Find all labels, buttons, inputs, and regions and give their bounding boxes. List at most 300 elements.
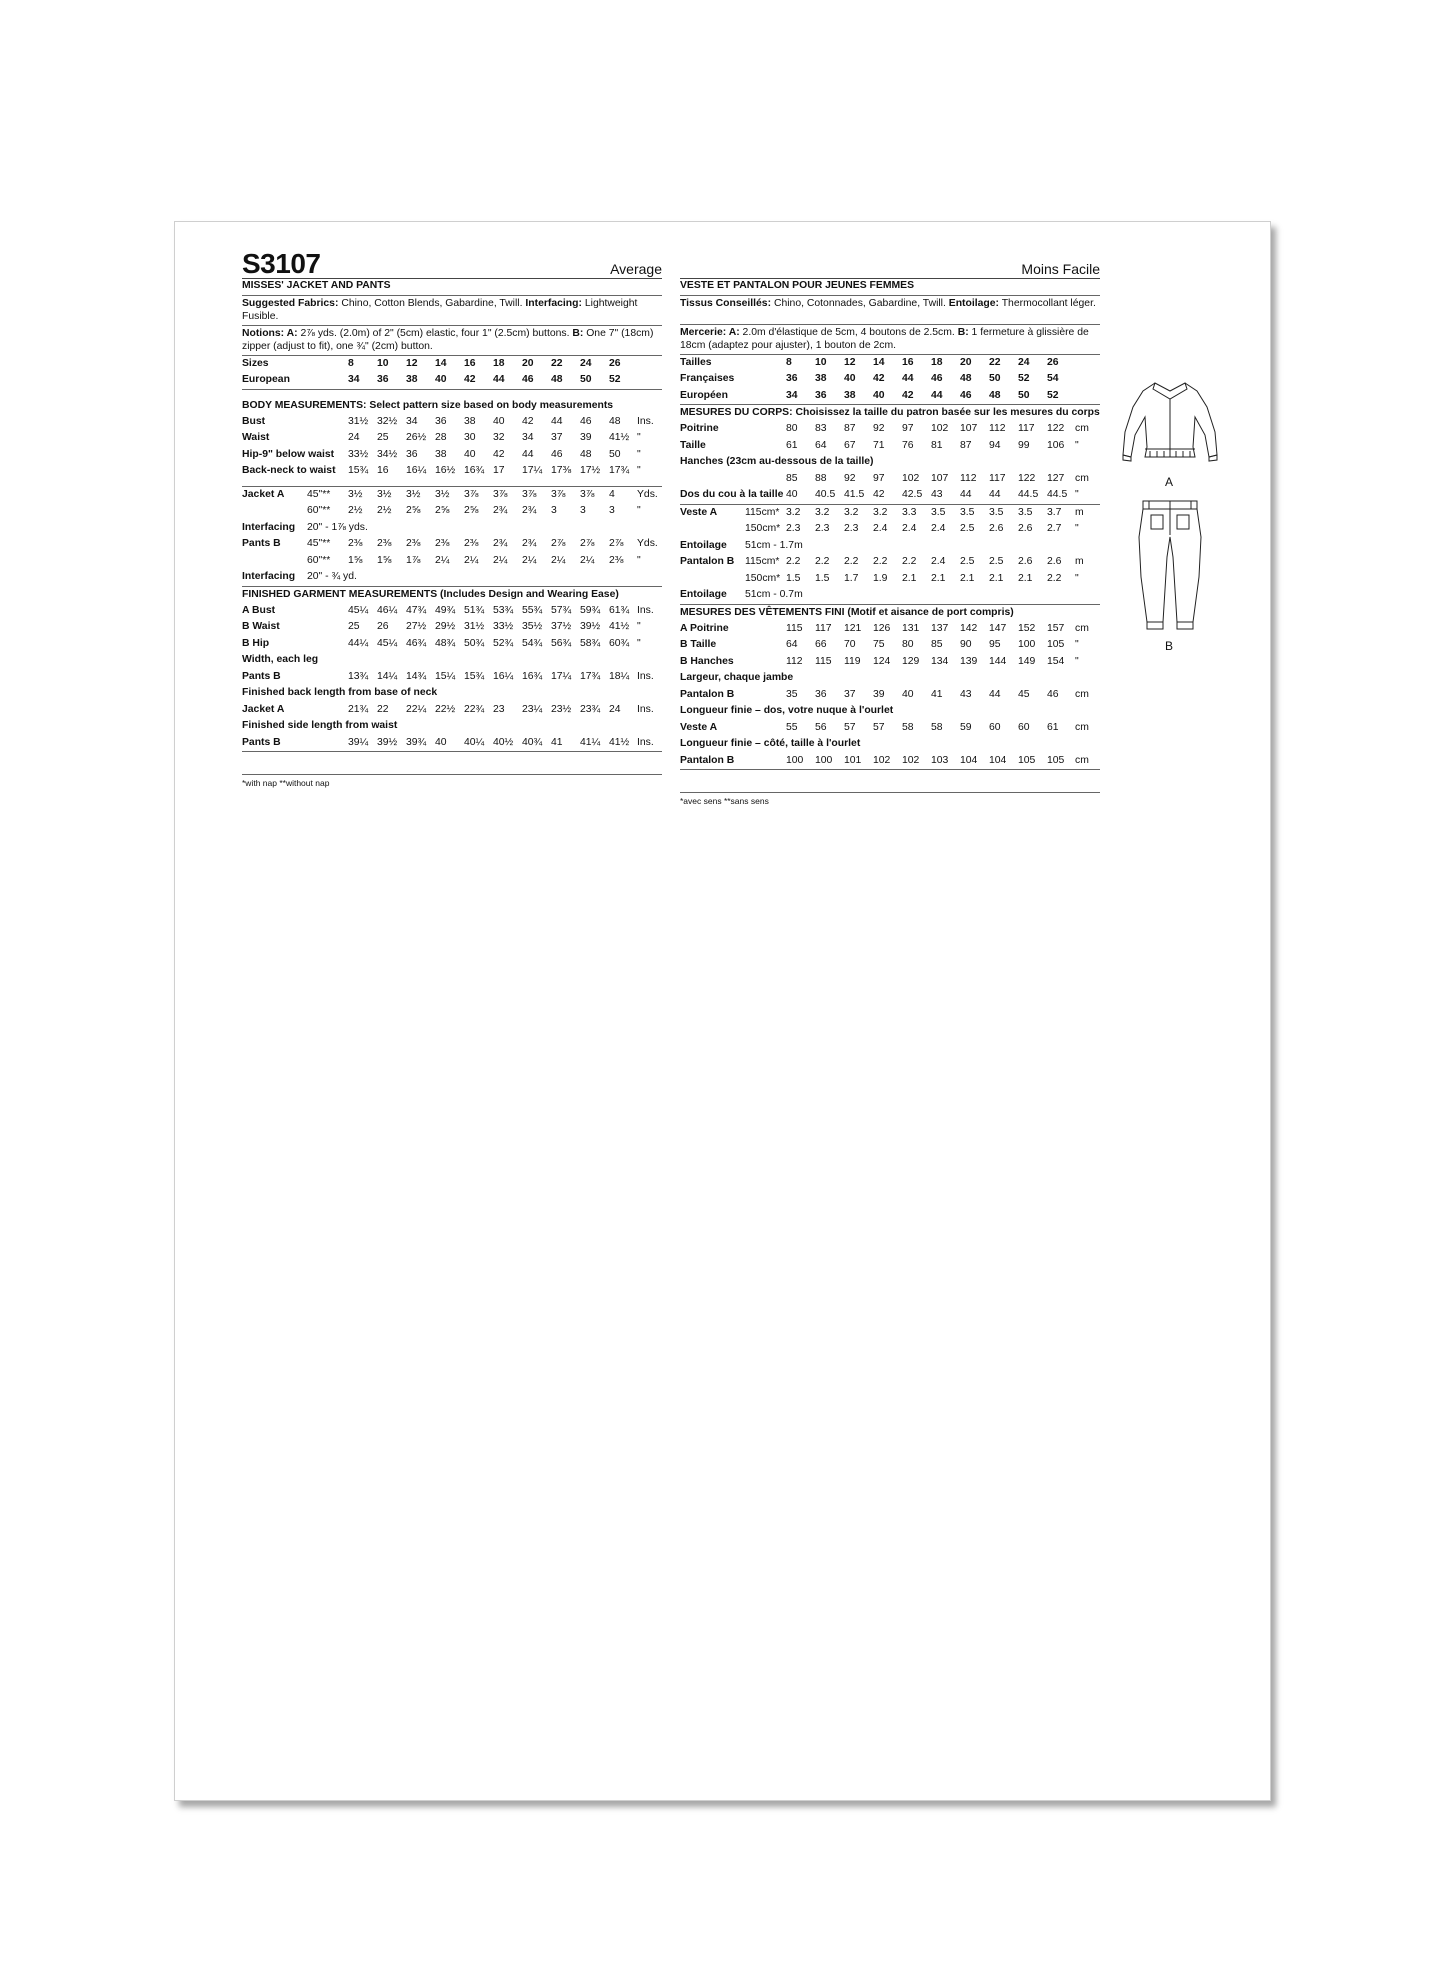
table-cell: 12 bbox=[844, 356, 856, 368]
table-row bbox=[680, 505, 1100, 522]
table-cell: 23¾ bbox=[580, 703, 601, 715]
table-cell: 64 bbox=[815, 439, 827, 451]
table-row bbox=[242, 669, 662, 686]
table-cell: 3.5 bbox=[989, 506, 1004, 518]
table-cell: 55 bbox=[786, 721, 798, 733]
table-cell: 2.2 bbox=[844, 556, 859, 567]
table-cell: 22½ bbox=[435, 703, 456, 715]
english-column bbox=[242, 248, 662, 790]
table-cell: 107 bbox=[960, 423, 978, 434]
table-cell: 42 bbox=[902, 389, 914, 401]
row-label: Jacket A bbox=[242, 703, 285, 715]
row-sublabel: 20" - ¾ yd. bbox=[307, 571, 357, 582]
table-row bbox=[680, 438, 1100, 455]
table-cell: 40 bbox=[844, 373, 856, 384]
unit-label: m bbox=[1075, 556, 1084, 567]
table-cell: 2.5 bbox=[960, 523, 975, 534]
table-cell: 53¾ bbox=[493, 604, 514, 616]
table-cell: 38 bbox=[844, 389, 856, 401]
table-cell: 26 bbox=[377, 621, 389, 632]
table-cell: 54¾ bbox=[522, 637, 543, 649]
table-cell: 38 bbox=[464, 415, 476, 427]
table-cell: 48 bbox=[580, 448, 592, 460]
table-cell: 44 bbox=[902, 373, 914, 384]
table-cell: 48¾ bbox=[435, 637, 456, 649]
table-cell: 107 bbox=[931, 472, 949, 484]
table-cell: 39 bbox=[873, 688, 885, 700]
row-label: Veste A bbox=[680, 721, 718, 733]
table-cell: 2.2 bbox=[1047, 572, 1062, 584]
unit-label: " bbox=[637, 465, 641, 476]
table-cell: 60 bbox=[1018, 721, 1030, 733]
row-label: A Poitrine bbox=[680, 622, 729, 634]
table-row bbox=[242, 430, 662, 447]
table-cell: 41½ bbox=[609, 621, 630, 632]
table-cell: 52 bbox=[1018, 373, 1030, 384]
table-cell: 112 bbox=[989, 423, 1006, 434]
table-cell: 51¾ bbox=[464, 604, 485, 616]
row-label: Poitrine bbox=[680, 423, 719, 434]
pants-b-illustration bbox=[1115, 497, 1225, 637]
table-cell: 57 bbox=[873, 721, 885, 733]
table-cell: 50 bbox=[580, 374, 592, 385]
table-cell: 18¼ bbox=[609, 670, 630, 682]
table-cell: 41½ bbox=[609, 432, 630, 443]
unit-label: cm bbox=[1075, 423, 1089, 434]
table-cell: 2⅜ bbox=[435, 538, 450, 549]
table-cell: 42 bbox=[873, 373, 885, 384]
table-row bbox=[680, 637, 1100, 654]
table-cell: 3½ bbox=[348, 488, 363, 500]
unit-label: cm bbox=[1075, 688, 1089, 700]
table-row bbox=[242, 520, 662, 537]
table-cell: 36 bbox=[406, 448, 418, 460]
table-cell: 38 bbox=[406, 374, 418, 385]
unit-label: m bbox=[1075, 506, 1084, 518]
table-cell: 2.2 bbox=[902, 556, 917, 567]
table-cell: 2.1 bbox=[902, 572, 917, 584]
table-cell: 40.5 bbox=[815, 489, 836, 500]
table-cell: 36 bbox=[815, 688, 827, 700]
table-cell: 39½ bbox=[377, 736, 398, 748]
table-cell: 17¾ bbox=[609, 465, 630, 476]
fabrics-text-fr: Tissus Conseillés: Chino, Cotonnades, Gabardine, Twill. Entoilage: Thermocollant léger. bbox=[680, 296, 1100, 325]
table-cell: 2½ bbox=[377, 505, 392, 516]
table-cell: 1⅝ bbox=[348, 554, 363, 566]
table-row bbox=[680, 355, 1100, 372]
table-cell: 2⅞ bbox=[551, 538, 566, 549]
illustration-label-a: A bbox=[1165, 475, 1174, 489]
row-label: Width, each leg bbox=[242, 654, 319, 665]
unit-label: cm bbox=[1075, 472, 1089, 484]
table-cell: 3.7 bbox=[1047, 506, 1062, 518]
yardage-table bbox=[242, 487, 662, 587]
table-cell: 157 bbox=[1047, 622, 1065, 634]
row-sublabel: 60"** bbox=[307, 554, 331, 566]
table-cell: 3.5 bbox=[1018, 506, 1033, 518]
table-cell: 2¼ bbox=[580, 554, 595, 566]
table-cell: 61¾ bbox=[609, 604, 630, 616]
table-cell: 57 bbox=[844, 721, 856, 733]
table-row bbox=[680, 753, 1100, 770]
pattern-title: MISSES' JACKET AND PANTS bbox=[242, 279, 662, 296]
illustration-label-b: B bbox=[1165, 639, 1174, 653]
table-row bbox=[242, 619, 662, 636]
table-cell: 100 bbox=[1018, 639, 1036, 650]
table-cell: 45 bbox=[1018, 688, 1030, 700]
table-row bbox=[680, 703, 1100, 720]
table-cell: 40 bbox=[464, 448, 476, 460]
table-cell: 43 bbox=[960, 688, 972, 700]
unit-label: cm bbox=[1075, 721, 1089, 733]
unit-label: Ins. bbox=[637, 415, 654, 427]
table-cell: 39¼ bbox=[348, 736, 369, 748]
table-cell: 99 bbox=[1018, 439, 1030, 451]
table-cell: 40½ bbox=[493, 736, 514, 748]
notions-text: Notions: A: 2⅞ yds. (2.0m) of 2" (5cm) elastic, four 1" (2.5cm) buttons. B: One 7" (18cm) zipper (adjust to fit), one ¾" (2cm) button. bbox=[242, 326, 662, 356]
table-cell: 3 bbox=[551, 505, 557, 516]
table-cell: 102 bbox=[902, 472, 920, 484]
table-cell: 46¾ bbox=[406, 637, 427, 649]
table-cell: 26 bbox=[609, 357, 621, 369]
unit-label: cm bbox=[1075, 754, 1089, 766]
table-cell: 37 bbox=[844, 688, 856, 700]
table-row bbox=[680, 371, 1100, 388]
table-cell: 81 bbox=[931, 439, 943, 451]
table-cell: 16¾ bbox=[522, 670, 543, 682]
table-cell: 2.4 bbox=[873, 523, 888, 534]
row-sublabel: 115cm* bbox=[745, 556, 780, 567]
table-row bbox=[242, 447, 662, 464]
row-label: Françaises bbox=[680, 373, 735, 384]
row-label: Pantalon B bbox=[680, 556, 735, 567]
table-cell: 2⅝ bbox=[435, 505, 450, 516]
body-measurements-title: BODY MEASUREMENTS: Select pattern size based on body measurements bbox=[242, 399, 614, 411]
table-cell: 71 bbox=[873, 439, 885, 451]
table-cell: 36 bbox=[435, 415, 447, 427]
table-row bbox=[242, 553, 662, 570]
table-row bbox=[680, 736, 1100, 753]
table-cell: 2⅞ bbox=[609, 538, 624, 549]
table-cell: 117 bbox=[989, 472, 1006, 484]
row-sublabel: 60"** bbox=[307, 505, 331, 516]
table-cell: 25 bbox=[348, 621, 360, 632]
table-cell: 2.5 bbox=[989, 556, 1004, 567]
table-cell: 2¼ bbox=[464, 554, 479, 566]
table-cell: 16¼ bbox=[406, 465, 427, 476]
table-cell: 13¾ bbox=[348, 670, 369, 682]
table-cell: 2.2 bbox=[815, 556, 830, 567]
table-cell: 3.3 bbox=[902, 506, 917, 518]
table-cell: 102 bbox=[873, 754, 891, 766]
table-cell: 37 bbox=[551, 432, 563, 443]
table-cell: 4 bbox=[609, 488, 615, 500]
table-cell: 2.2 bbox=[873, 556, 888, 567]
table-cell: 2.1 bbox=[1018, 572, 1033, 584]
row-label: Longueur finie – dos, votre nuque à l'ourlet bbox=[680, 705, 894, 716]
table-row bbox=[680, 687, 1100, 704]
table-cell: 48 bbox=[960, 373, 972, 384]
table-cell: 50 bbox=[609, 448, 621, 460]
table-cell: 2.4 bbox=[902, 523, 917, 534]
table-cell: 87 bbox=[960, 439, 972, 451]
table-row bbox=[680, 654, 1100, 671]
row-label: Hanches (23cm au-dessous de la taille) bbox=[680, 456, 874, 467]
table-cell: 80 bbox=[902, 639, 914, 650]
table-cell: 31½ bbox=[348, 415, 369, 427]
finished-measurements-title-fr: MESURES DES VÊTEMENTS FINI (Motif et aisance de port compris) bbox=[680, 606, 1014, 618]
table-cell: 2¾ bbox=[493, 505, 508, 516]
table-row bbox=[680, 388, 1100, 405]
table-cell: 17⅜ bbox=[551, 465, 572, 476]
table-cell: 122 bbox=[1018, 472, 1036, 484]
table-cell: 3.5 bbox=[931, 506, 946, 518]
table-cell: 30 bbox=[464, 432, 476, 443]
table-cell: 56¾ bbox=[551, 637, 572, 649]
table-cell: 117 bbox=[815, 622, 832, 634]
table-cell: 38 bbox=[815, 373, 827, 384]
table-row bbox=[242, 463, 662, 480]
pattern-envelope-back bbox=[174, 221, 1271, 1801]
table-cell: 137 bbox=[931, 622, 949, 634]
row-label: Waist bbox=[242, 432, 270, 443]
table-row bbox=[242, 503, 662, 520]
table-cell: 2.7 bbox=[1047, 523, 1062, 534]
table-cell: 46 bbox=[931, 373, 943, 384]
table-cell: 88 bbox=[815, 472, 827, 484]
table-cell: 3.2 bbox=[786, 506, 801, 518]
table-cell: 2.3 bbox=[815, 523, 830, 534]
table-cell: 44 bbox=[522, 448, 534, 460]
table-cell: 26½ bbox=[406, 432, 427, 443]
table-cell: 39 bbox=[580, 432, 592, 443]
table-cell: 41 bbox=[551, 736, 563, 748]
table-cell: 3 bbox=[609, 505, 615, 516]
table-cell: 100 bbox=[786, 754, 804, 766]
table-cell: 60 bbox=[989, 721, 1001, 733]
table-cell: 3.5 bbox=[960, 506, 975, 518]
footnote-fr: *avec sens **sans sens bbox=[680, 792, 1100, 808]
french-column bbox=[680, 252, 1100, 808]
table-cell: 3 bbox=[580, 505, 586, 516]
table-row bbox=[242, 536, 662, 553]
table-cell: 23 bbox=[493, 703, 505, 715]
table-cell: 40 bbox=[902, 688, 914, 700]
row-label: Entoilage bbox=[680, 589, 727, 600]
table-cell: 24 bbox=[1018, 356, 1030, 368]
table-cell: 39¾ bbox=[406, 736, 427, 748]
table-cell: 2.6 bbox=[1018, 523, 1033, 534]
table-cell: 112 bbox=[786, 655, 803, 667]
table-cell: 36 bbox=[377, 374, 389, 385]
table-cell: 15¾ bbox=[348, 465, 369, 476]
table-cell: 104 bbox=[960, 754, 978, 766]
table-cell: 2.5 bbox=[960, 556, 975, 567]
table-cell: 17¼ bbox=[522, 465, 543, 476]
unit-label: " bbox=[1075, 572, 1079, 584]
table-cell: 32 bbox=[493, 432, 505, 443]
table-cell: 1.5 bbox=[815, 572, 830, 584]
table-cell: 92 bbox=[873, 423, 885, 434]
unit-label: " bbox=[637, 554, 641, 566]
table-cell: 104 bbox=[989, 754, 1007, 766]
row-label: Finished side length from waist bbox=[242, 720, 398, 731]
table-cell: 2.6 bbox=[989, 523, 1004, 534]
footnote: *with nap **without nap bbox=[242, 774, 662, 790]
table-cell: 3⅞ bbox=[493, 488, 508, 500]
table-cell: 40¼ bbox=[464, 736, 485, 748]
table-cell: 47¾ bbox=[406, 604, 427, 616]
row-label: European bbox=[242, 374, 290, 385]
table-cell: 59¾ bbox=[580, 604, 601, 616]
row-label: B Hanches bbox=[680, 655, 734, 667]
table-cell: 23¼ bbox=[522, 703, 543, 715]
table-row bbox=[680, 471, 1100, 488]
table-cell: 44 bbox=[989, 688, 1001, 700]
table-cell: 58 bbox=[902, 721, 914, 733]
table-cell: 52 bbox=[1047, 389, 1059, 401]
size-table bbox=[242, 356, 662, 390]
table-cell: 42 bbox=[873, 489, 885, 500]
table-cell: 66 bbox=[815, 639, 827, 650]
table-cell: 22 bbox=[989, 356, 1001, 368]
table-cell: 80 bbox=[786, 423, 798, 434]
row-label: Interfacing bbox=[242, 571, 296, 582]
row-label: B Hip bbox=[242, 637, 270, 649]
table-cell: 103 bbox=[931, 754, 949, 766]
table-cell: 152 bbox=[1018, 622, 1036, 634]
table-cell: 105 bbox=[1018, 754, 1036, 766]
table-cell: 58¾ bbox=[580, 637, 601, 649]
table-cell: 35 bbox=[786, 688, 798, 700]
table-cell: 64 bbox=[786, 639, 798, 650]
table-cell: 16¼ bbox=[493, 670, 514, 682]
table-cell: 3½ bbox=[377, 488, 392, 500]
row-label: A Bust bbox=[242, 604, 276, 616]
unit-label: cm bbox=[1075, 622, 1089, 634]
table-cell: 15¾ bbox=[464, 670, 485, 682]
unit-label: " bbox=[637, 637, 641, 649]
table-cell: 40 bbox=[435, 374, 447, 385]
table-cell: 17¼ bbox=[551, 670, 572, 682]
table-cell: 102 bbox=[931, 423, 949, 434]
table-cell: 3½ bbox=[406, 488, 421, 500]
table-cell: 48 bbox=[551, 374, 563, 385]
table-cell: 92 bbox=[844, 472, 856, 484]
table-cell: 54 bbox=[1047, 373, 1059, 384]
row-label: Entoilage bbox=[680, 539, 727, 551]
row-label: Hip-9" below waist bbox=[242, 448, 335, 460]
table-cell: 27½ bbox=[406, 621, 427, 632]
row-label: Pantalon B bbox=[680, 754, 735, 766]
table-cell: 16½ bbox=[435, 465, 456, 476]
table-cell: 36 bbox=[815, 389, 827, 401]
table-row bbox=[242, 487, 662, 504]
table-cell: 2.4 bbox=[931, 556, 946, 567]
table-cell: 2¾ bbox=[522, 505, 537, 516]
table-cell: 97 bbox=[902, 423, 914, 434]
table-cell: 42 bbox=[464, 374, 476, 385]
table-cell: 85 bbox=[931, 639, 943, 650]
table-cell: 22 bbox=[551, 357, 563, 369]
table-cell: 44.5 bbox=[1018, 489, 1039, 500]
table-cell: 42 bbox=[493, 448, 505, 460]
table-row bbox=[680, 587, 1100, 604]
table-cell: 101 bbox=[844, 754, 862, 766]
table-cell: 3⅞ bbox=[580, 488, 595, 500]
unit-label: Ins. bbox=[637, 670, 654, 682]
table-cell: 139 bbox=[960, 655, 978, 667]
finished-measurements-table-fr bbox=[680, 621, 1100, 771]
table-cell: 14¼ bbox=[377, 670, 398, 682]
row-label: Dos du cou à la taille bbox=[680, 489, 784, 500]
table-row bbox=[242, 356, 662, 373]
table-row bbox=[242, 569, 662, 586]
row-label: B Taille bbox=[680, 639, 717, 650]
table-row bbox=[242, 372, 662, 389]
table-cell: 52 bbox=[609, 374, 621, 385]
table-cell: 18 bbox=[493, 357, 505, 369]
table-cell: 124 bbox=[873, 655, 891, 667]
row-label: Européen bbox=[680, 389, 728, 401]
table-row bbox=[242, 685, 662, 702]
table-cell: 147 bbox=[989, 622, 1007, 634]
finished-measurements-table bbox=[242, 603, 662, 753]
table-cell: 67 bbox=[844, 439, 856, 451]
row-label: Pantalon B bbox=[680, 688, 735, 700]
unit-label: Ins. bbox=[637, 604, 654, 616]
unit-label: " bbox=[1075, 523, 1079, 534]
table-cell: 44 bbox=[493, 374, 505, 385]
table-cell: 38 bbox=[435, 448, 447, 460]
table-cell: 3⅞ bbox=[522, 488, 537, 500]
difficulty-level-fr: Moins Facile bbox=[1021, 261, 1100, 277]
table-cell: 42.5 bbox=[902, 489, 923, 500]
table-cell: 2¾ bbox=[493, 538, 508, 549]
table-row bbox=[680, 670, 1100, 687]
table-cell: 115 bbox=[815, 655, 832, 667]
table-cell: 40 bbox=[786, 489, 798, 500]
unit-label: Yds. bbox=[637, 538, 658, 549]
table-cell: 2⅜ bbox=[609, 554, 624, 566]
table-cell: 34 bbox=[406, 415, 418, 427]
table-cell: 46 bbox=[551, 448, 563, 460]
table-cell: 12 bbox=[406, 357, 418, 369]
table-cell: 40 bbox=[435, 736, 447, 748]
table-cell: 58 bbox=[931, 721, 943, 733]
table-row bbox=[680, 421, 1100, 438]
table-cell: 119 bbox=[844, 655, 861, 667]
row-label: Bust bbox=[242, 415, 266, 427]
table-cell: 2⅝ bbox=[406, 505, 421, 516]
table-cell: 21¾ bbox=[348, 703, 369, 715]
table-cell: 8 bbox=[786, 356, 792, 368]
table-cell: 40¾ bbox=[522, 736, 543, 748]
table-cell: 3.2 bbox=[873, 506, 888, 518]
table-cell: 32½ bbox=[377, 415, 398, 427]
table-cell: 102 bbox=[902, 754, 920, 766]
table-cell: 28 bbox=[435, 432, 447, 443]
table-cell: 43 bbox=[931, 489, 943, 500]
table-cell: 2⅜ bbox=[464, 538, 479, 549]
table-cell: 60¾ bbox=[609, 637, 630, 649]
table-cell: 56 bbox=[815, 721, 827, 733]
table-cell: 85 bbox=[786, 472, 798, 484]
table-cell: 10 bbox=[815, 356, 827, 368]
table-cell: 34 bbox=[786, 389, 798, 401]
table-cell: 2¼ bbox=[522, 554, 537, 566]
table-cell: 154 bbox=[1047, 655, 1065, 667]
